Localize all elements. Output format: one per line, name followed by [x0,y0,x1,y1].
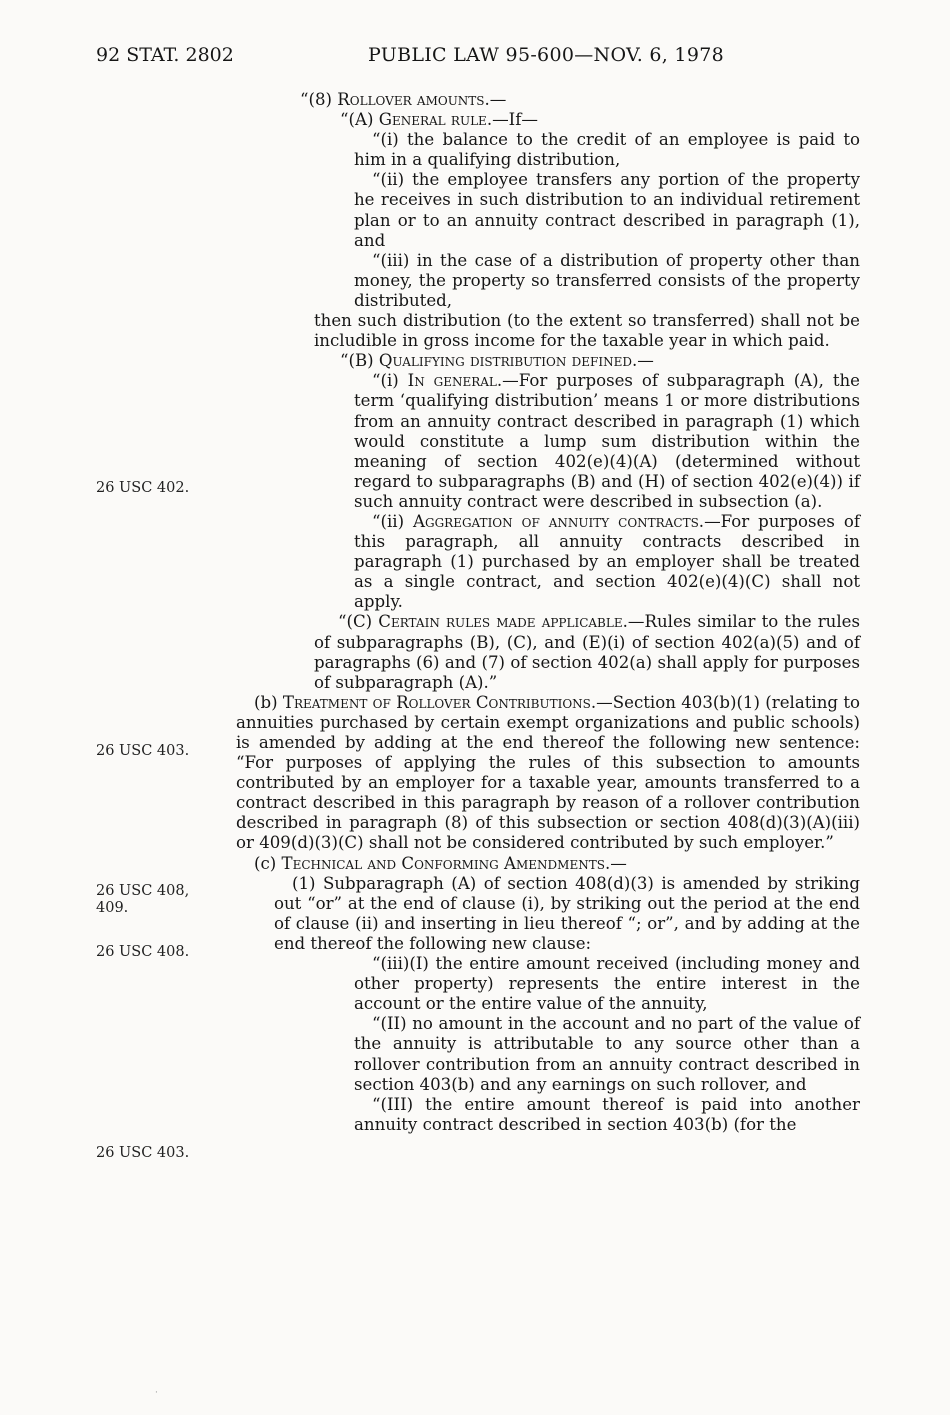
stray-mark: · [155,1388,158,1398]
subsection-c-heading: (c) Technical and Conforming Amendments.— [254,853,627,873]
page-header [96,44,890,74]
clause-b-i: “(i) In general.—For purposes of subparagraph (A), the term ‘qualifying distribution’ means 1 or more distributions from an annuity contract described in paragraph (1) which would constitute a lump sum distribution within the meaning of section 402(e)(4)(A) (determined without regard to subparagraphs (B) and (H) of section 402(e)(4)) if such annuity contract were described in subsection (a). [354,371,860,511]
new-subclause-III: “(III) the entire amount thereof is paid into another annuity contract described in section 403(b) (for the [354,1094,860,1134]
subparagraph-a-tail: then such distribution (to the extent so transferred) shall not be includible in gross income for the taxable year in which paid. [314,311,860,351]
running-title: PUBLIC LAW 95-600—NOV. 6, 1978 [368,44,724,66]
new-subclause-II: “(II) no amount in the account and no part of the value of the annuity is attributable to any source other than a rollover contribution from an annuity contract described in section 403(b) and any earnings on such rollover, and [354,1014,860,1094]
margin-note-usc-408: 26 USC 408. [96,944,190,960]
margin-note-usc-402: 26 USC 402. [96,480,190,496]
subparagraph-a-heading: “(A) General rule.—If— [340,110,538,130]
subsection-c-1: (1) Subparagraph (A) of section 408(d)(3) is amended by striking out “or” at the end of clause (i), by striking out the period at the end of clause (ii) and inserting in lieu thereof “; or”, and by adding at the end thereof the following new clause: [274,873,860,953]
margin-note-usc-408-409: 26 USC 408, 409. [96,883,190,916]
statute-body [236,90,860,1135]
clause-a-iii: “(iii) in the case of a distribution of property other than money, the property so transferred consists of the property distributed, [354,250,860,310]
margin-note-usc-403-second: 26 USC 403. [96,1145,190,1161]
margin-note-usc-403-first: 26 USC 403. [96,743,190,759]
clause-a-ii: “(ii) the employee transfers any portion of the property he receives in such distribution to an individual retirement plan or to an annuity contract described in paragraph (1), and [354,170,860,250]
subparagraph-b-heading: “(B) Qualifying distribution defined.— [340,351,654,371]
stat-page-number: 92 STAT. 2802 [96,44,234,66]
subparagraph-c: “(C) Certain rules made applicable.—Rules similar to the rules of subparagraphs (B), (C), and (E)(i) of section 402(a)(5) and of paragraphs (6) and (7) of section 402(a) shall apply for purposes of subparagraph (A).” [314,612,860,692]
clause-b-ii: “(ii) Aggregation of annuity contracts.—For purposes of this paragraph, all annuity contracts described in paragraph (1) purchased by an employer shall be treated as a single contract, and section 402(e)(4)(C) shall not apply. [354,511,860,612]
subsection-b: (b) Treatment of Rollover Contributions.—Section 403(b)(1) (relating to annuities purchased by certain exempt organizations and public schools) is amended by adding at the end thereof the following new sentence: “For purposes of applying the rules of this subsection to amounts contributed by an employer for a taxable year, amounts transferred to a contract described in this paragraph by reason of a rollover contribution described in paragraph (8) of this subsection or section 408(d)(3)(A)(iii) or 409(d)(3)(C) shall not be considered contributed by such employer.” [236,692,860,853]
clause-a-i: “(i) the balance to the credit of an employee is paid to him in a qualifying distribution, [354,130,860,170]
new-clause-iii-I: “(iii)(I) the entire amount received (including money and other property) represents the entire interest in the account or the entire value of the annuity, [354,954,860,1014]
paragraph-8-heading: “(8) Rollover amounts.— [300,90,507,109]
